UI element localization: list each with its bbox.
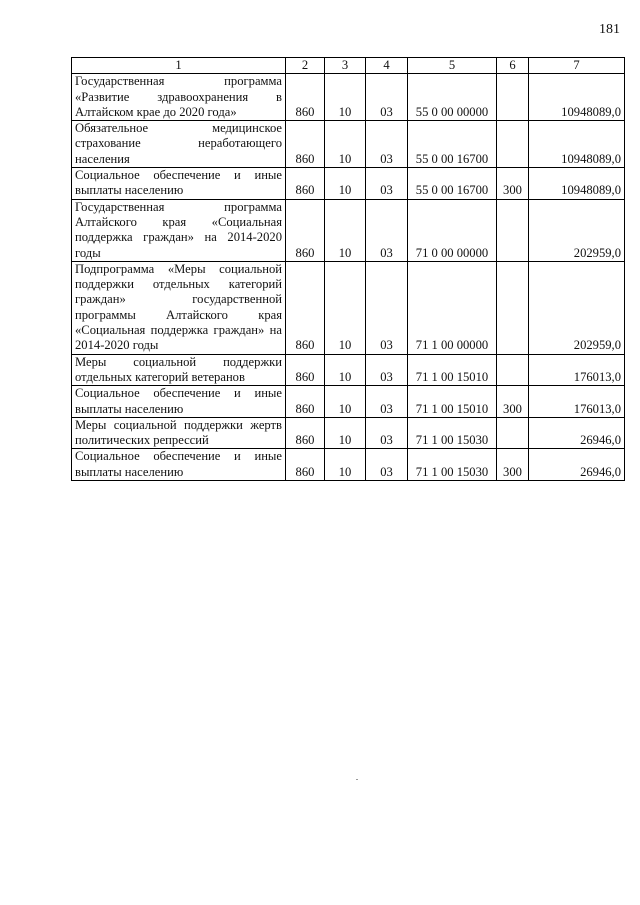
cell-ministry-code: 860 xyxy=(286,199,325,261)
cell-amount: 26946,0 xyxy=(529,449,625,481)
cell-subsection: 03 xyxy=(366,121,408,168)
cell-ministry-code: 860 xyxy=(286,261,325,354)
row-name: Социальное обеспечение и иные выплаты населению xyxy=(72,168,286,200)
cell-target-article: 71 1 00 15010 xyxy=(408,386,497,418)
page-number: 181 xyxy=(599,22,620,37)
cell-amount: 26946,0 xyxy=(529,417,625,449)
column-header: 7 xyxy=(529,58,625,74)
table-row xyxy=(72,168,625,200)
cell-ministry-code: 860 xyxy=(286,386,325,418)
cell-ministry-code: 860 xyxy=(286,74,325,121)
cell-target-article: 55 0 00 16700 xyxy=(408,121,497,168)
cell-subsection: 03 xyxy=(366,74,408,121)
row-name: Государственная программа «Развитие здравоохранения в Алтайском крае до 2020 года» xyxy=(72,74,286,121)
scan-speck xyxy=(356,779,358,780)
row-name: Меры социальной поддержки отдельных категорий ветеранов xyxy=(72,354,286,386)
cell-expense-type: 300 xyxy=(497,449,529,481)
cell-expense-type xyxy=(497,261,529,354)
cell-section: 10 xyxy=(325,261,366,354)
cell-target-article: 71 1 00 00000 xyxy=(408,261,497,354)
table-header-row xyxy=(72,58,625,74)
cell-amount: 10948089,0 xyxy=(529,168,625,200)
cell-amount: 10948089,0 xyxy=(529,121,625,168)
cell-section: 10 xyxy=(325,449,366,481)
cell-target-article: 71 1 00 15030 xyxy=(408,417,497,449)
table-row xyxy=(72,449,625,481)
cell-expense-type xyxy=(497,199,529,261)
cell-amount: 176013,0 xyxy=(529,354,625,386)
column-header: 1 xyxy=(72,58,286,74)
row-name: Социальное обеспечение и иные выплаты населению xyxy=(72,449,286,481)
column-header: 4 xyxy=(366,58,408,74)
cell-amount: 202959,0 xyxy=(529,199,625,261)
cell-amount: 202959,0 xyxy=(529,261,625,354)
table-row xyxy=(72,261,625,354)
column-header: 5 xyxy=(408,58,497,74)
cell-expense-type xyxy=(497,121,529,168)
cell-target-article: 71 1 00 15030 xyxy=(408,449,497,481)
column-header: 6 xyxy=(497,58,529,74)
cell-target-article: 55 0 00 16700 xyxy=(408,168,497,200)
cell-target-article: 55 0 00 00000 xyxy=(408,74,497,121)
row-name: Социальное обеспечение и иные выплаты населению xyxy=(72,386,286,418)
table-row xyxy=(72,354,625,386)
cell-section: 10 xyxy=(325,199,366,261)
cell-subsection: 03 xyxy=(366,449,408,481)
cell-subsection: 03 xyxy=(366,261,408,354)
cell-expense-type xyxy=(497,417,529,449)
table-row xyxy=(72,417,625,449)
table-row xyxy=(72,386,625,418)
cell-section: 10 xyxy=(325,121,366,168)
cell-target-article: 71 1 00 15010 xyxy=(408,354,497,386)
row-name: Государственная программа Алтайского края «Социальная поддержка граждан» на 2014-2020 годы xyxy=(72,199,286,261)
column-header: 2 xyxy=(286,58,325,74)
cell-subsection: 03 xyxy=(366,168,408,200)
column-header: 3 xyxy=(325,58,366,74)
cell-section: 10 xyxy=(325,354,366,386)
cell-expense-type: 300 xyxy=(497,168,529,200)
row-name: Подпрограмма «Меры социальной поддержки отдельных категорий граждан» государственной программы Алтайского края «Социальная поддержка граждан» на 2014-2020 годы xyxy=(72,261,286,354)
budget-table xyxy=(71,57,625,481)
cell-expense-type xyxy=(497,354,529,386)
cell-subsection: 03 xyxy=(366,417,408,449)
cell-section: 10 xyxy=(325,168,366,200)
row-name: Обязательное медицинское страхование неработающего населения xyxy=(72,121,286,168)
table-row xyxy=(72,74,625,121)
cell-section: 10 xyxy=(325,74,366,121)
cell-target-article: 71 0 00 00000 xyxy=(408,199,497,261)
cell-amount: 10948089,0 xyxy=(529,74,625,121)
table-row xyxy=(72,199,625,261)
cell-expense-type: 300 xyxy=(497,386,529,418)
row-name: Меры социальной поддержки жертв политических репрессий xyxy=(72,417,286,449)
cell-expense-type xyxy=(497,74,529,121)
cell-section: 10 xyxy=(325,417,366,449)
table-row xyxy=(72,121,625,168)
cell-ministry-code: 860 xyxy=(286,168,325,200)
cell-amount: 176013,0 xyxy=(529,386,625,418)
cell-ministry-code: 860 xyxy=(286,354,325,386)
cell-ministry-code: 860 xyxy=(286,449,325,481)
cell-ministry-code: 860 xyxy=(286,417,325,449)
cell-subsection: 03 xyxy=(366,386,408,418)
cell-ministry-code: 860 xyxy=(286,121,325,168)
cell-section: 10 xyxy=(325,386,366,418)
cell-subsection: 03 xyxy=(366,354,408,386)
cell-subsection: 03 xyxy=(366,199,408,261)
